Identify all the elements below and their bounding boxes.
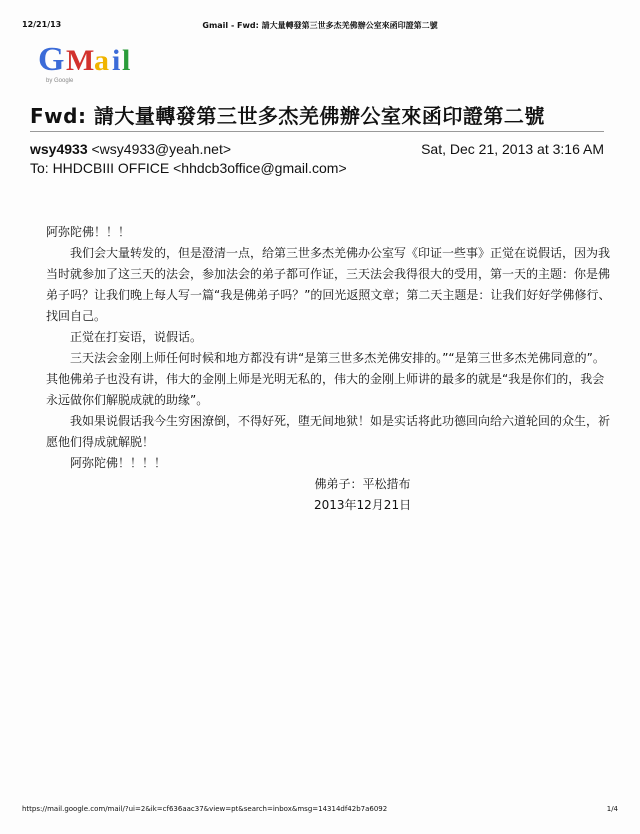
email-subject: Fwd: 請大量轉發第三世多杰羌佛辦公室來函印證第二號	[30, 104, 545, 128]
signature-name: 佛弟子：平松措布	[314, 477, 411, 491]
print-date: 12/21/13	[22, 20, 62, 29]
body-paragraph-2: 正觉在打妄语，说假话。	[70, 330, 203, 344]
print-url: https://mail.google.com/mail/?ui=2&ik=cf636aac37&view=pt&search=inbox&msg=14314df42b7a6092	[22, 805, 388, 813]
email-date: Sat, Dec 21, 2013 at 3:16 AM	[421, 141, 604, 157]
signature	[314, 474, 411, 516]
sender-address: <wsy4933@yeah.net>	[91, 141, 232, 157]
print-page-title: Gmail - Fwd: 請大量轉發第三世多杰羌佛辦公室來函印證第二號	[202, 21, 438, 30]
body-paragraph-1: 我们会大量转发的，但是澄清一点，给第三世多杰羌佛办公室写《印证一些事》正觉在说假话，因为我当时就参加了这三天的法会，参加法会的弟子都可作证，三天法会我得很大的受用，第一天的主题：你是佛弟子吗？让我们晚上每人写一篇“我是佛弟子吗？”的回光返照文章；第二天主题是：让我们好好学佛修行、找回自己。	[46, 246, 611, 323]
logo-letter-l: l	[122, 44, 131, 77]
divider	[30, 131, 604, 132]
body-paragraph-4: 我如果说假话我今生穷困潦倒，不得好死，堕无间地狱！如是实话将此功德回向给六道轮回的众生，祈愿他们得成就解脱！	[46, 414, 611, 449]
email-to: To: HHDCBIII OFFICE <hhdcb3office@gmail.com>	[30, 160, 347, 176]
logo-letter-g: G	[38, 41, 65, 78]
logo-letter-m: M	[66, 44, 95, 77]
logo-letter-a: a	[94, 44, 109, 77]
page-number: 1/4	[606, 805, 618, 813]
logo-tagline: by Google	[46, 78, 74, 84]
logo-letter-i: i	[112, 44, 121, 77]
greeting: 阿弥陀佛！！！	[46, 225, 131, 239]
closing: 阿弥陀佛！！！！	[70, 456, 167, 470]
gmail-logo	[36, 38, 146, 86]
signature-date: 2013年12月21日	[314, 498, 412, 512]
email-body	[46, 222, 614, 474]
sender-name: wsy4933	[30, 141, 88, 157]
body-paragraph-3: 三天法会金刚上师任何时候和地方都没有讲“是第三世多杰羌佛安排的。”“是第三世多杰羌佛同意的”。其他佛弟子也没有讲，伟大的金刚上师是光明无私的，伟大的金刚上师讲的最多的就是“我是你们的，我会永远做你们解脱成就的助缘”。	[46, 351, 605, 407]
email-from	[30, 141, 231, 157]
